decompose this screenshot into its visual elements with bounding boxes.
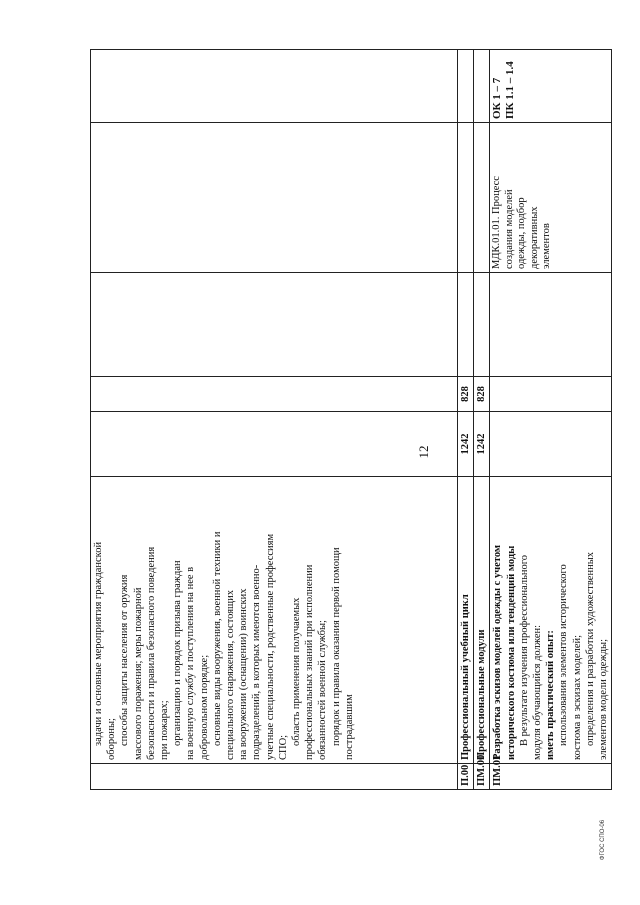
row-empty: [458, 50, 474, 123]
row-empty: [474, 123, 490, 273]
competency-cell: [91, 50, 458, 123]
row-max-load: 1242: [474, 412, 490, 477]
row-code: П.00: [458, 764, 474, 790]
pm01-competencies: ОК 1 – 7 ПК 1.1 – 1.4: [490, 50, 612, 123]
row-empty: [490, 377, 612, 412]
table-row-top: [91, 50, 458, 790]
rotated-table-wrapper: [90, 50, 610, 790]
row-title: Профессиональный учебный цикл: [458, 477, 474, 764]
row-empty: [490, 273, 612, 377]
row-empty: [474, 273, 490, 377]
extra-cell: [91, 273, 458, 377]
row-title: Профессиональные модули: [474, 477, 490, 764]
row-code: ПМ.01: [490, 764, 612, 790]
row-empty: [458, 273, 474, 377]
footer-code: ФГОС СПО-06: [600, 819, 606, 861]
curriculum-table: [90, 49, 612, 790]
content-cell-knowledge: задачи и основные мероприятия гражданской обороны; способы защиты населения от оружия массового поражения; меры пожарной безопасности и правила безопасного поведения при пожарах; организацию и порядок призыва граждан на военную службу и поступления на нее в добровольном порядке; основные виды вооружения, военной техники и специального снаряжения, состоящих на вооружении (оснащении) воинских подразделений, в которых имеются военно- учетные специальности, родственные профессиям СПО; область применения получаемых профессиональных знаний при исполнении обязанностей военной службы; порядок и правила оказания первой помощи пострадавшим: [91, 477, 458, 764]
table-row-p00: [458, 50, 474, 790]
row-empty: [490, 412, 612, 477]
table-row-pm00: [474, 50, 490, 790]
mdk-cell: [91, 123, 458, 273]
table-row-pm01: [490, 50, 612, 790]
pm01-content: Разработка эскизов моделей одежды с учетом исторического костюма или тенденций моды В результате изучения профессионального модуля обучающийся должен: иметь практический опыт: использования элементов исторического костюма в эскизах моделей; определения и разработки художественных элементов модели одежды;: [490, 477, 612, 764]
row-mandatory: 828: [458, 377, 474, 412]
row-code: ПМ.00: [474, 764, 490, 790]
landscape-area: [90, 50, 610, 790]
row-mandatory: 828: [474, 377, 490, 412]
mandatory-cell: [91, 377, 458, 412]
max-load-cell: [91, 412, 458, 477]
page-number: 12: [416, 445, 431, 459]
row-empty: [458, 123, 474, 273]
code-cell-empty: [91, 764, 458, 790]
row-max-load: 1242: [458, 412, 474, 477]
row-empty: [474, 50, 490, 123]
pm01-mdk: МДК.01.01. Процесс создания моделей одежды, подбор декоративных элементов: [490, 123, 612, 273]
